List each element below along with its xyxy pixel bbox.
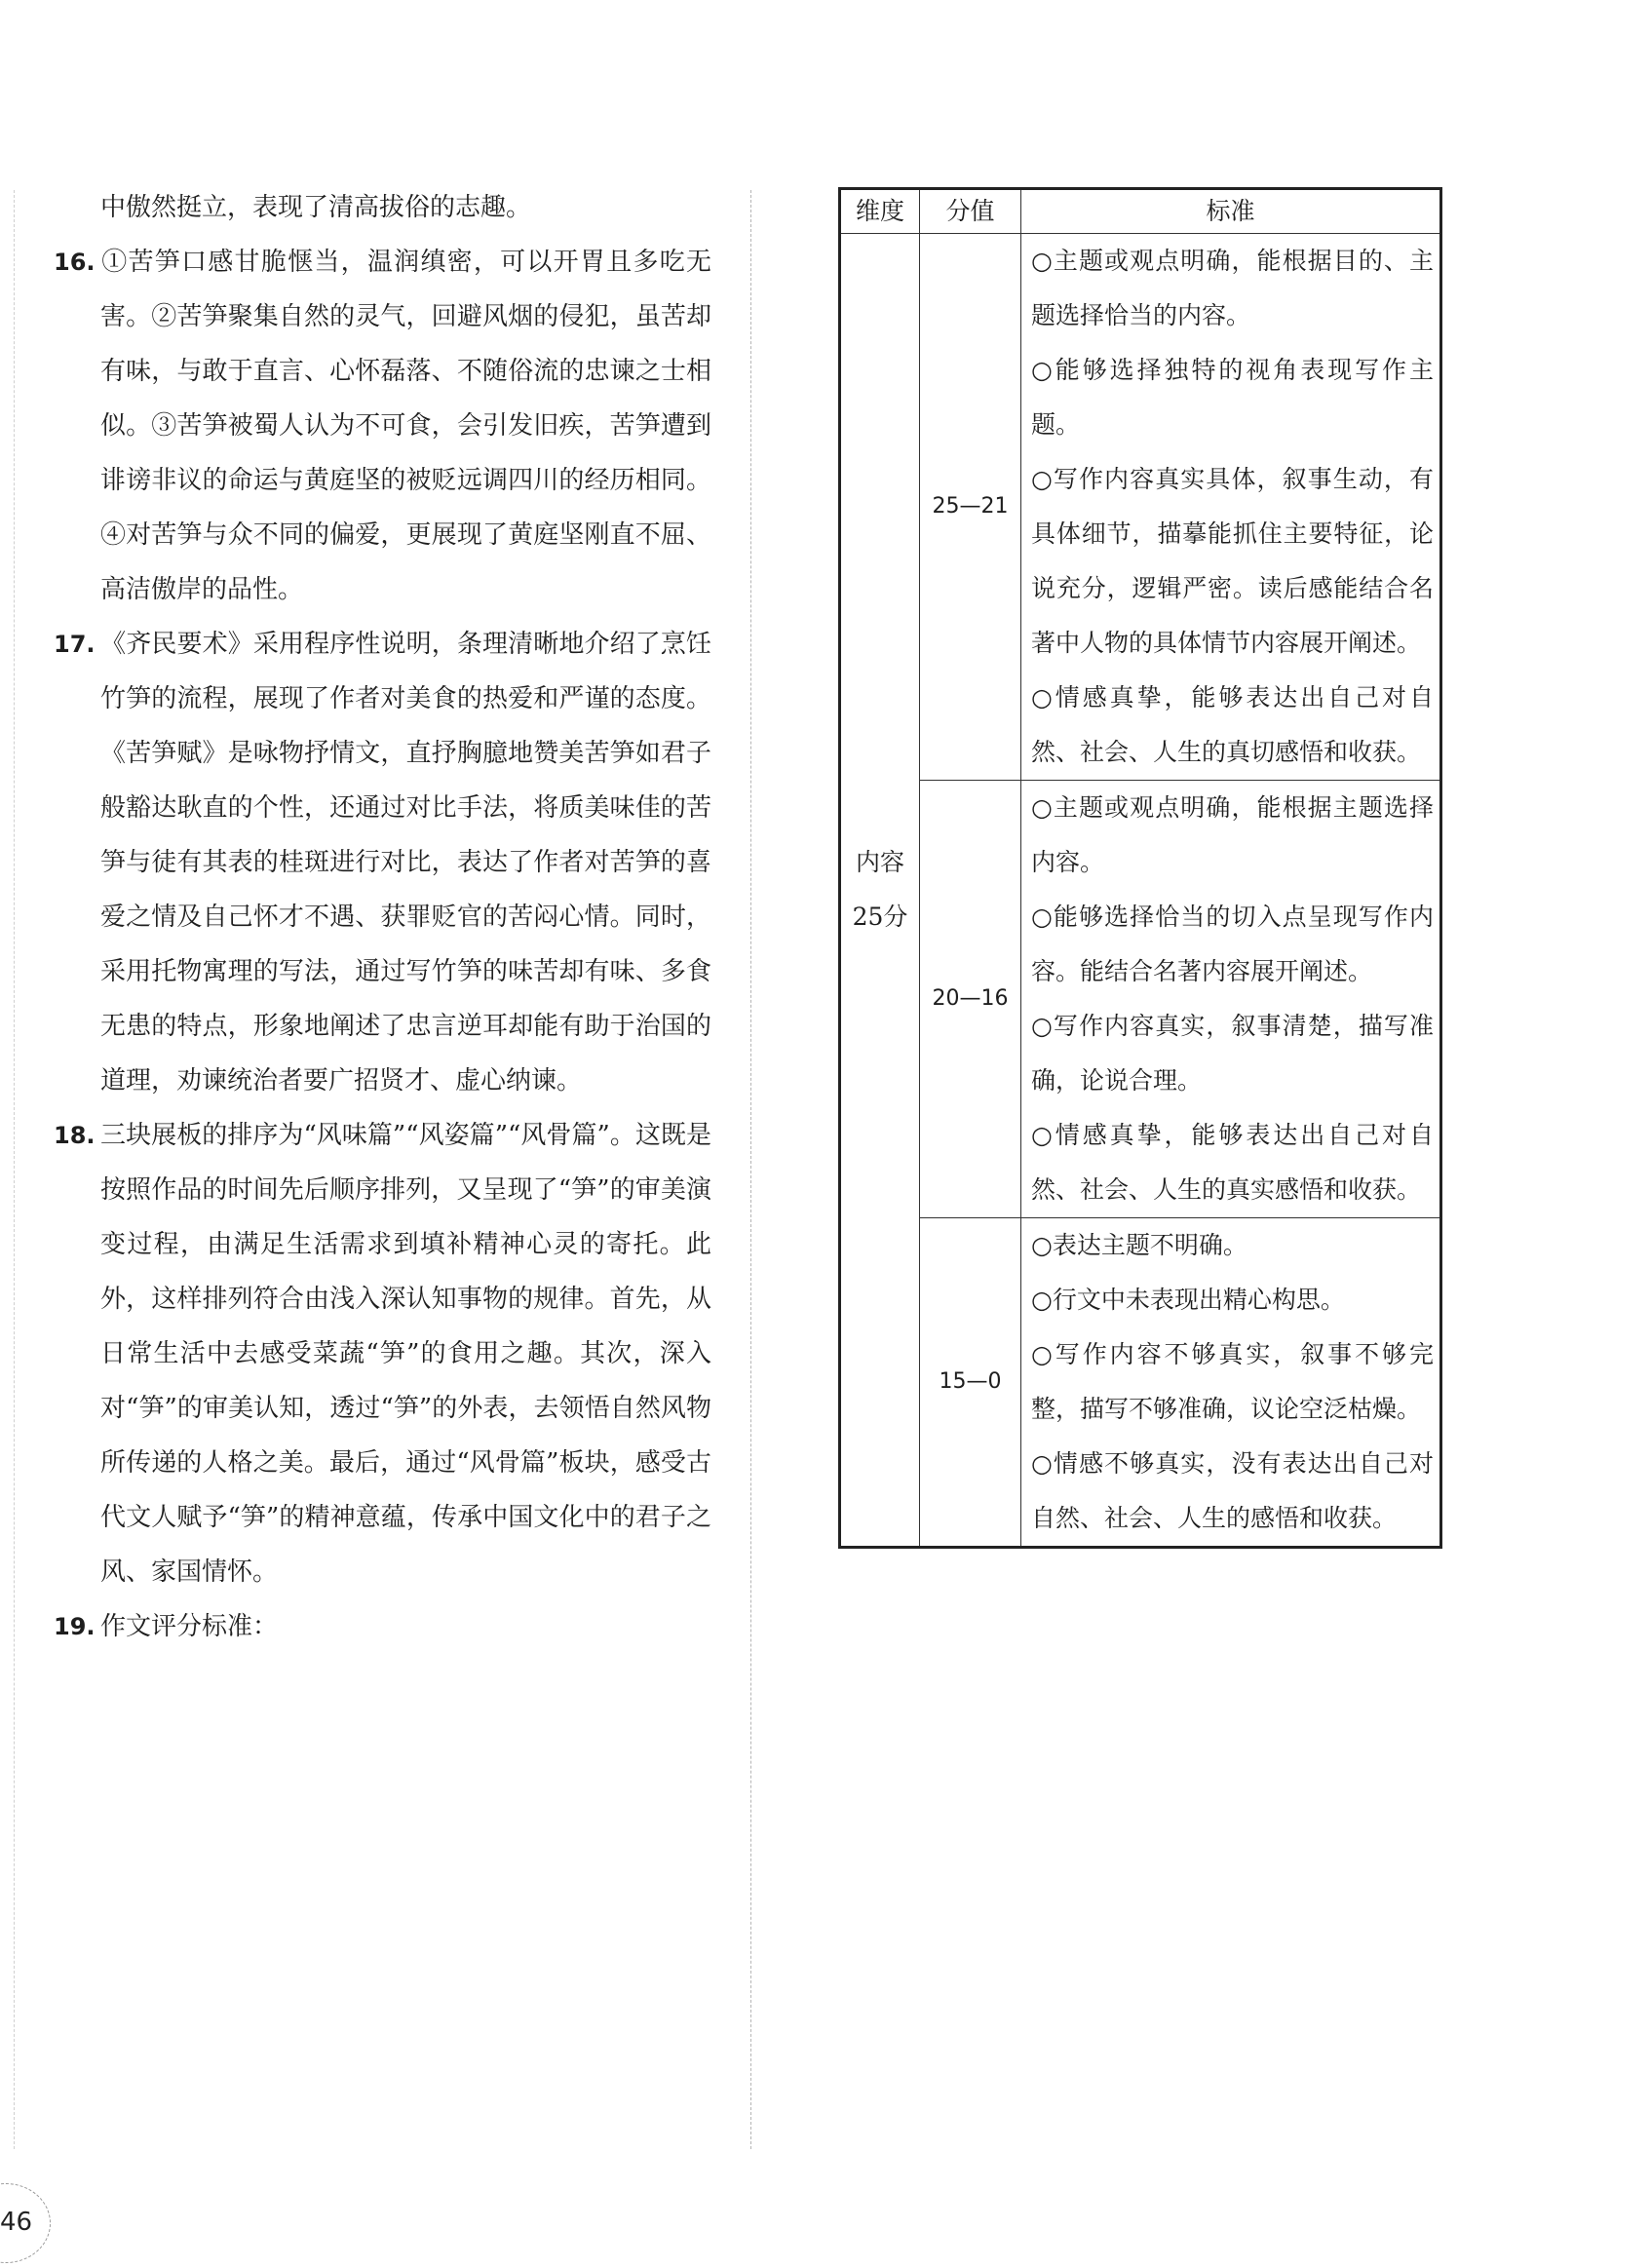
criterion-item: ○情感不够真实，没有表达出自己对自然、社会、人生的感悟和收获。 [1031,1449,1434,1532]
score-range: 15—0 [920,1218,1021,1548]
rubric-header-row [840,189,1441,234]
criteria-cell [1021,781,1441,1218]
answer-column [54,180,711,1654]
dimension-points: 25分 [852,903,908,931]
page-number: 46 [0,2208,33,2237]
criteria-cell [1021,234,1441,781]
score-range: 25—21 [920,234,1021,781]
header-criteria: 标准 [1021,189,1441,234]
criterion-item: ○表达主题不明确。 [1031,1231,1247,1259]
criterion-item: ○行文中未表现出精心构思。 [1031,1286,1345,1314]
criterion-item: ○能够选择独特的视角表现写作主题。 [1031,356,1434,439]
question-answer: ①苦笋口感甘脆惬当，温润缜密，可以开胃且多吃无害。②苦笋聚集自然的灵气，回避风烟的侵犯，虽苦却有味，与敢于直言、心怀磊落、不随俗流的忠谏之士相似。③苦笋被蜀人认为不可食，会引发旧疾，苦笋遭到诽谤非议的命运与黄庭坚的被贬远调四川的经历相同。④对苦笋与众不同的偏爱，更展现了黄庭坚刚直不屈、高洁傲岸的品性。 [100,248,711,604]
criterion-item: ○写作内容真实，叙事清楚，描写准确，论说合理。 [1031,1012,1434,1095]
score-range: 20—16 [920,781,1021,1218]
question-18 [54,1108,711,1599]
header-score: 分值 [920,189,1021,234]
criterion-item: ○主题或观点明确，能根据目的、主题选择恰当的内容。 [1031,247,1434,329]
binding-gutter-line [14,190,15,2149]
criterion-item: ○情感真挚，能够表达出自己对自然、社会、人生的真实感悟和收获。 [1031,1121,1434,1204]
question-number: 18. [54,1122,96,1149]
question-answer: 作文评分标准： [100,1612,279,1641]
rubric-band-row [840,234,1441,781]
dimension-cell [840,234,920,1548]
continuation-text: 中傲然挺立，表现了清高拔俗的志趣。 [100,193,532,222]
question-number: 17. [54,631,96,658]
header-dimension: 维度 [840,189,920,234]
question-16 [54,235,711,617]
criterion-item: ○写作内容不够真实，叙事不够完整，描写不够准确，议论空泛枯燥。 [1031,1340,1434,1423]
dimension-label: 内容 [855,848,904,876]
question-answer: 《齐民要术》采用程序性说明，条理清晰地介绍了烹饪竹笋的流程，展现了作者对美食的热爱和严谨的态度。《苦笋赋》是咏物抒情文，直抒胸臆地赞美苦笋如君子般豁达耿直的个性，还通过对比手法，将质美味佳的苦笋与徒有其表的桂斑进行对比，表达了作者对苦笋的喜爱之情及自己怀才不遇、获罪贬官的苦闷心情。同时，采用托物寓理的写法，通过写竹笋的味苦却有味、多食无患的特点，形象地阐述了忠言逆耳却能有助于治国的道理，劝谏统治者要广招贤才、虚心纳谏。 [100,630,711,1096]
question-number: 19. [54,1613,96,1640]
criterion-item: ○主题或观点明确，能根据主题选择内容。 [1031,793,1434,876]
question-answer: 三块展板的排序为“风味篇”“风姿篇”“风骨篇”。这既是按照作品的时间先后顺序排列，又呈现了“笋”的审美演变过程，由满足生活需求到填补精神心灵的寄托。此外，这样排列符合由浅入深认知事物的规律。首先，从日常生活中去感受菜蔬“笋”的食用之趣。其次，深入对“笋”的审美认知，透过“笋”的外表，去领悟自然风物所传递的人格之美。最后，通过“风骨篇”板块，感受古代文人赋予“笋”的精神意蕴，传承中国文化中的君子之风、家国情怀。 [100,1121,711,1587]
criterion-item: ○情感真挚，能够表达出自己对自然、社会、人生的真切感悟和收获。 [1031,683,1434,766]
question-19 [54,1599,711,1654]
criterion-item: ○写作内容真实具体，叙事生动，有具体细节，描摹能抓住主要特征，论说充分，逻辑严密。读后感能结合名著中人物的具体情节内容展开阐述。 [1031,465,1434,657]
criteria-cell [1021,1218,1441,1548]
scoring-rubric-table [838,187,1442,1549]
rubric-band-row [840,1218,1441,1548]
column-divider [750,190,751,2149]
rubric-band-row [840,781,1441,1218]
criterion-item: ○能够选择恰当的切入点呈现写作内容。能结合名著内容展开阐述。 [1031,903,1434,985]
question-number: 16. [54,249,96,276]
question-17 [54,617,711,1108]
